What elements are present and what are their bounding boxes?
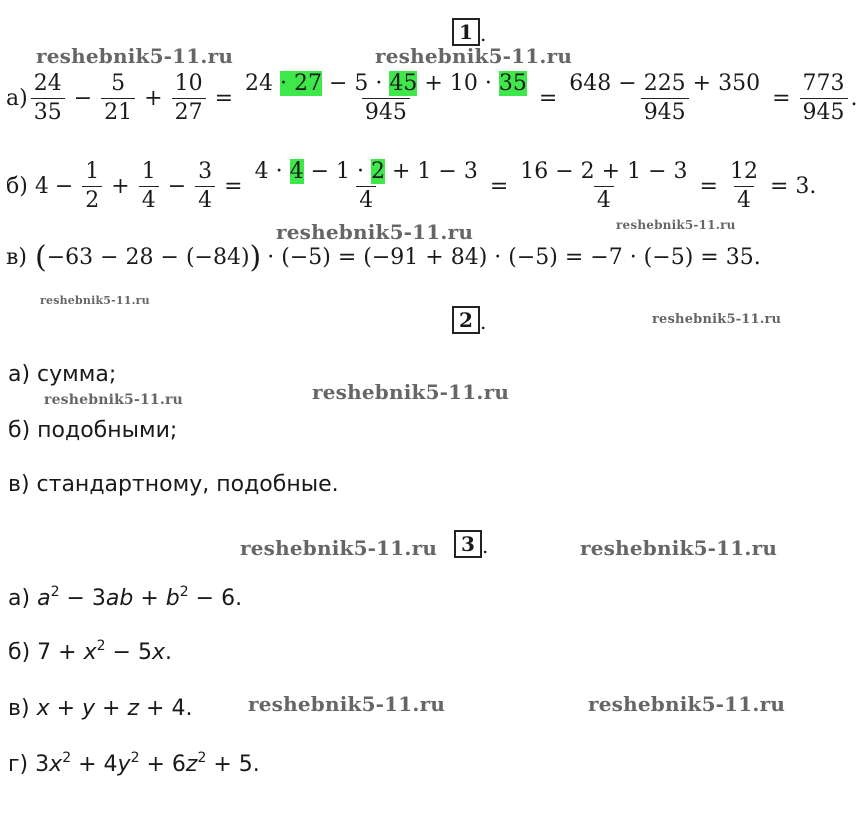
task3-a: а) $a^2 - 3ab + b^2 - 6$. [8, 584, 243, 611]
task2-a: а) сумма; [8, 362, 117, 387]
denominator: 4 [356, 186, 376, 215]
denominator: 945 [641, 98, 689, 127]
numerator: 648 − 225 + 350 [569, 71, 761, 96]
numerator: 1 [85, 159, 100, 184]
fraction [172, 70, 206, 127]
paren-close: ) [249, 240, 262, 275]
task3-c: в) x + y + z + 4. [8, 696, 193, 721]
operator: − [54, 174, 74, 199]
operator: = [214, 86, 234, 111]
watermark: reshebnik5-11.ru [312, 380, 510, 404]
watermark: reshebnik5-11.ru [580, 536, 778, 560]
highlight: · 27 [280, 71, 322, 96]
denominator: 945 [362, 98, 410, 127]
term: 4 · [254, 159, 283, 184]
item-label: а) [8, 586, 31, 611]
item-label: б) 4 [6, 174, 49, 199]
watermark: reshebnik5-11.ru [276, 220, 474, 244]
numerator: 10 [174, 71, 203, 96]
watermark: reshebnik5-11.ru [588, 692, 786, 716]
task2-b: б) подобными; [8, 418, 178, 443]
watermark: reshebnik5-11.ru [375, 44, 573, 68]
denominator: 4 [195, 186, 215, 215]
fraction [195, 158, 215, 215]
watermark: reshebnik5-11.ru [36, 44, 234, 68]
task2-c: в) стандартному, подобные. [8, 472, 339, 497]
operator: = [699, 174, 718, 199]
section-dot-1: . [480, 22, 487, 46]
task3-d: г) $3x^2 + 4y^2 + 6z^2 + 5$. [8, 750, 260, 777]
term: 24 [245, 71, 274, 96]
watermark: reshebnik5-11.ru [616, 218, 736, 232]
term: + 10 · [424, 71, 492, 96]
item-label: б) [8, 640, 31, 665]
item-label: в) [6, 245, 27, 270]
numerator: 773 [802, 71, 845, 96]
fraction [252, 158, 481, 215]
watermark: reshebnik5-11.ru [652, 312, 782, 327]
section-dot-3: . [482, 534, 489, 558]
task1-c-line [6, 240, 761, 275]
operator: = [772, 86, 791, 111]
fraction [727, 158, 761, 215]
result: = 3. [769, 174, 817, 199]
highlight: 4 [289, 159, 304, 184]
highlight: 45 [389, 71, 418, 96]
term: − 1 · [310, 159, 364, 184]
task1-a-line [6, 70, 858, 127]
numerator: 16 − 2 + 1 − 3 [520, 159, 688, 184]
fraction [31, 70, 65, 127]
fraction [139, 158, 159, 215]
item-label: в) [8, 696, 30, 721]
section-number-1: 1 [452, 18, 480, 46]
task1-b-line [6, 158, 816, 215]
denominator: 945 [800, 98, 848, 127]
highlight: 35 [498, 71, 527, 96]
denominator: 4 [139, 186, 159, 215]
watermark: reshebnik5-11.ru [40, 294, 150, 307]
expression: · (−5) = (−91 + 84) · (−5) = −7 · (−5) = 35. [267, 245, 761, 270]
numerator: 5 [111, 71, 126, 96]
operator: = [538, 86, 558, 111]
watermark: reshebnik5-11.ru [240, 536, 438, 560]
fraction [101, 70, 135, 127]
operator: = [489, 174, 509, 199]
term: + 1 − 3 [391, 159, 478, 184]
expression: −63 − 28 − (−84) [46, 245, 250, 270]
denominator: 35 [31, 98, 65, 127]
section-number-3: 3 [454, 530, 482, 558]
numerator: 1 [141, 159, 156, 184]
numerator [252, 158, 481, 186]
numerator: 12 [729, 159, 758, 184]
denominator: 27 [172, 98, 206, 127]
operator: + [144, 86, 163, 111]
item-label: г) [8, 752, 29, 777]
term: − 5 · [329, 71, 383, 96]
denominator: 21 [101, 98, 135, 127]
fraction [242, 70, 530, 127]
denominator: 4 [594, 186, 614, 215]
fraction [82, 158, 102, 215]
fraction [566, 70, 763, 127]
operator: − [167, 174, 187, 199]
denominator: 2 [82, 186, 102, 215]
numerator: 3 [198, 159, 213, 184]
watermark: reshebnik5-11.ru [44, 392, 183, 408]
watermark: reshebnik5-11.ru [248, 692, 446, 716]
numerator [242, 70, 530, 98]
operator: = [224, 174, 243, 199]
section-number-2: 2 [452, 306, 480, 334]
fraction [800, 70, 848, 127]
highlight: 2 [370, 159, 385, 184]
paren-open: ( [34, 240, 47, 275]
period: . [850, 86, 858, 111]
operator: − [73, 86, 93, 111]
section-dot-2: . [480, 310, 487, 334]
denominator: 4 [734, 186, 754, 215]
numerator: 24 [33, 71, 62, 96]
fraction [517, 158, 690, 215]
operator: + [111, 174, 130, 199]
task3-b: б) $7 + x^2 - 5x$. [8, 638, 172, 665]
item-label: а) [6, 86, 28, 111]
